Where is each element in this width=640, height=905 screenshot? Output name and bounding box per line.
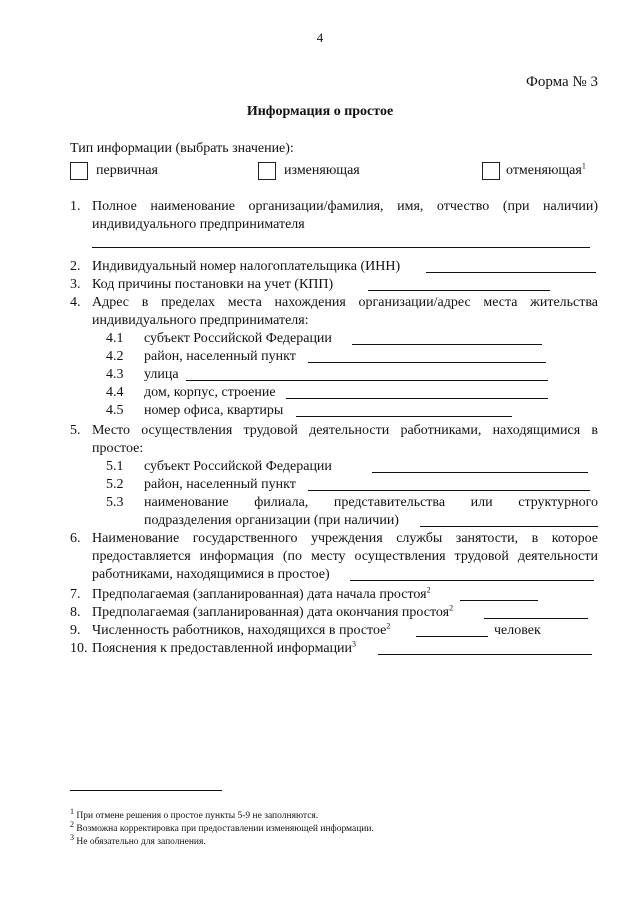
- subitem-5-3-text-cont: подразделения организации (при наличии): [144, 513, 399, 528]
- footnote-1: [70, 806, 319, 822]
- street-field[interactable]: [186, 380, 548, 381]
- subitem-number: 5.2: [106, 477, 124, 492]
- option-cancelling: [506, 162, 586, 180]
- item-1-text-cont: индивидуального предпринимателя: [92, 217, 305, 232]
- checkbox-cancelling[interactable]: [482, 162, 500, 180]
- footnote-ref: 3: [352, 639, 357, 649]
- footnote-mark: 2: [70, 819, 74, 829]
- item-number: 4.: [70, 295, 81, 310]
- footnote-text: При отмене решения о простое пункты 5-9 не заполняются.: [76, 811, 319, 821]
- option-primary-label: первичная: [96, 163, 158, 178]
- footnote-ref: 2: [386, 621, 391, 631]
- item-8-label: Предполагаемая (запланированная) дата окончания простоя: [92, 605, 450, 620]
- kpp-field[interactable]: [368, 290, 550, 291]
- item-number: 2.: [70, 259, 81, 274]
- item-8-text: [92, 604, 453, 622]
- item-5-text: Место осуществления трудовой деятельности работниками, находящимися в: [92, 423, 598, 438]
- item-1-field[interactable]: [92, 247, 590, 248]
- item-7-text: [92, 586, 431, 604]
- item-number: 7.: [70, 587, 81, 602]
- unit-label: человек: [494, 623, 541, 638]
- item-2-text: Индивидуальный номер налогоплательщика (ИНН): [92, 259, 401, 274]
- employment-service-field[interactable]: [350, 580, 594, 581]
- inn-field[interactable]: [426, 272, 596, 273]
- footnote-separator: [70, 790, 222, 791]
- checkbox-changing[interactable]: [258, 162, 276, 180]
- subitem-number: 5.1: [106, 459, 124, 474]
- option-changing-label: изменяющая: [284, 163, 360, 178]
- subitem-4-2-text: район, населенный пункт: [144, 349, 296, 364]
- info-type-label: Тип информации (выбрать значение):: [70, 141, 294, 156]
- work-region-field[interactable]: [372, 472, 588, 473]
- item-4-text: Адрес в пределах места нахождения организации/адрес места жительства: [92, 295, 598, 310]
- footnote-mark: 1: [70, 806, 74, 816]
- item-3-text: Код причины постановки на учет (КПП): [92, 277, 334, 292]
- footnote-ref: 2: [426, 585, 431, 595]
- item-number: 5.: [70, 423, 81, 438]
- subitem-5-2-text: район, населенный пункт: [144, 477, 296, 492]
- subitem-4-4-text: дом, корпус, строение: [144, 385, 276, 400]
- item-number: 8.: [70, 605, 81, 620]
- locality-field[interactable]: [308, 362, 546, 363]
- item-10-label: Пояснения к предоставленной информации: [92, 641, 353, 656]
- region-field[interactable]: [352, 344, 542, 345]
- subitem-number: 4.1: [106, 331, 124, 346]
- subitem-number: 4.3: [106, 367, 124, 382]
- footnote-ref: 1: [581, 161, 586, 171]
- item-7-label: Предполагаемая (запланированная) дата начала простоя: [92, 587, 427, 602]
- start-date-field[interactable]: [460, 600, 538, 601]
- branch-field[interactable]: [420, 526, 598, 527]
- item-9-label: Численность работников, находящихся в простое: [92, 623, 387, 638]
- item-1-text: Полное наименование организации/фамилия, имя, отчество (при наличии): [92, 199, 598, 214]
- footnote-text: Не обязательно для заполнения.: [76, 837, 206, 847]
- subitem-5-3-text: наименование филиала, представительства или структурного: [144, 495, 598, 510]
- item-number: 6.: [70, 531, 81, 546]
- subitem-4-1-text: субъект Российской Федерации: [144, 331, 332, 346]
- subitem-4-3-text: улица: [144, 367, 179, 382]
- page-number: 4: [316, 30, 324, 45]
- option-cancelling-label: отменяющая: [506, 163, 582, 178]
- item-5-text-cont: простое:: [92, 441, 144, 456]
- footnote-3: [70, 832, 206, 848]
- employee-count-field[interactable]: [416, 636, 488, 637]
- item-6-text-cont2: работниками, находящимися в простое): [92, 567, 330, 582]
- item-number: 1.: [70, 199, 81, 214]
- end-date-field[interactable]: [484, 618, 588, 619]
- footnote-mark: 3: [70, 832, 74, 842]
- item-6-text-cont: предоставляется информация (по месту осуществления трудовой деятельности: [92, 549, 598, 564]
- checkbox-primary[interactable]: [70, 162, 88, 180]
- form-label: Форма № 3: [526, 74, 598, 90]
- comments-field[interactable]: [378, 654, 592, 655]
- subitem-5-1-text: субъект Российской Федерации: [144, 459, 332, 474]
- document-title: Информация о простое: [246, 104, 394, 119]
- subitem-number: 5.3: [106, 495, 124, 510]
- subitem-number: 4.2: [106, 349, 124, 364]
- item-9-text: [92, 622, 390, 640]
- footnote-ref: 2: [449, 603, 454, 613]
- footnote-2: [70, 819, 374, 835]
- subitem-number: 4.5: [106, 403, 124, 418]
- work-locality-field[interactable]: [308, 490, 590, 491]
- item-number: 3.: [70, 277, 81, 292]
- footnote-text: Возможна корректировка при предоставлении изменяющей информации.: [76, 824, 374, 834]
- item-number: 10.: [70, 641, 88, 656]
- office-field[interactable]: [296, 416, 512, 417]
- item-4-text-cont: индивидуального предпринимателя:: [92, 313, 309, 328]
- building-field[interactable]: [286, 398, 548, 399]
- subitem-number: 4.4: [106, 385, 124, 400]
- item-number: 9.: [70, 623, 81, 638]
- subitem-4-5-text: номер офиса, квартиры: [144, 403, 284, 418]
- item-6-text: Наименование государственного учреждения службы занятости, в которое: [92, 531, 598, 546]
- item-10-text: [92, 640, 356, 658]
